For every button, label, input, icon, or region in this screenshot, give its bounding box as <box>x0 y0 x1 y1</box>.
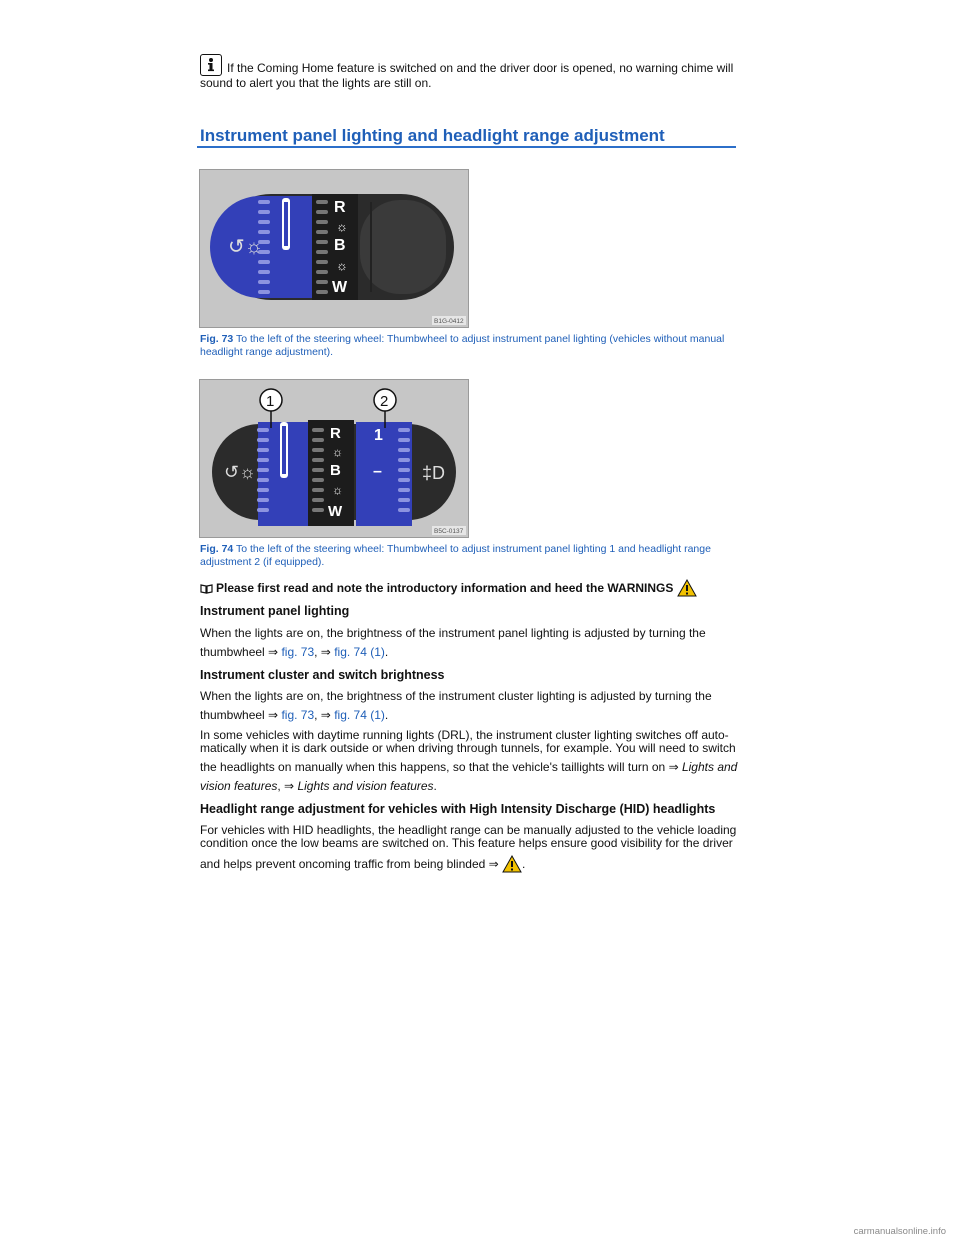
svg-text:☼: ☼ <box>336 258 348 273</box>
svg-text:‡D: ‡D <box>422 463 446 483</box>
paragraph-line: When the lights are on, the brightness of the instrument cluster lighting is adjusted by turning the <box>200 689 712 703</box>
figure-label: Fig. 74 <box>200 543 234 555</box>
text-fragment: and helps prevent oncoming traffic from being blinded ⇒ <box>200 857 499 871</box>
svg-text:☼: ☼ <box>332 483 343 497</box>
text-fragment: , ⇒ <box>314 708 331 722</box>
link-fig-74-1[interactable]: fig. 74 (1) <box>334 708 385 722</box>
legend-letter-w: W <box>332 279 348 296</box>
text-fragment: . <box>433 779 437 793</box>
info-note <box>200 54 740 91</box>
legend-letter-r: R <box>330 425 341 442</box>
reference-lights-vision-cont[interactable]: vision features <box>200 779 278 793</box>
title-divider <box>197 146 736 148</box>
range-mark-1: 1 <box>374 427 383 444</box>
svg-text:↺☼: ↺☼ <box>228 236 264 258</box>
link-fig-73[interactable]: fig. 73 <box>281 708 315 722</box>
svg-text:☼: ☼ <box>336 219 348 234</box>
info-icon <box>200 54 222 76</box>
note-text: If the Coming Home feature is switched on and the driver door is opened, no warning chime will sound to alert you that the lights are still on. <box>200 61 734 90</box>
paragraph-line: When the lights are on, the brightness of the instrument panel lighting is adjusted by turning the <box>200 626 706 640</box>
paragraph-line: In some vehicles with daytime running lights (DRL), the instrument cluster lighting switches off auto- <box>200 728 729 742</box>
text-fragment: the headlights on manually when this happens, so that the vehicle's taillights will turn on ⇒ <box>200 760 679 774</box>
figure-code: B1G-0412 <box>434 318 464 325</box>
figure-74-caption <box>200 543 740 569</box>
legend-letter-w: W <box>328 503 343 520</box>
figure-label: Fig. 73 <box>200 333 234 345</box>
link-fig-73[interactable]: fig. 73 <box>281 645 315 659</box>
text-fragment: . <box>384 708 389 722</box>
section-title: Instrument panel lighting and headlight range adjustment <box>200 126 665 145</box>
text-fragment: thumbwheel ⇒ <box>200 708 279 722</box>
legend-letter-b: B <box>330 462 341 479</box>
figure-73-image <box>199 169 469 328</box>
paragraph-line: For vehicles with HID headlights, the headlight range can be manually adjusted to the vehicle loading <box>200 823 737 837</box>
figure-code: B5C-0137 <box>434 528 464 535</box>
paragraph-line <box>200 760 740 775</box>
text-fragment: , ⇒ <box>277 779 295 793</box>
legend-letter-b: B <box>334 237 346 254</box>
paragraph-line: condition once the low beams are switched on. This feature helps ensure good visibility for the driver <box>200 836 733 850</box>
footer-watermark: carmanualsonline.info <box>853 1226 946 1237</box>
intro-line <box>200 579 697 597</box>
text-fragment: . <box>384 645 389 659</box>
figure-74-image <box>199 379 469 538</box>
text-fragment: . <box>522 857 526 871</box>
paragraph-line <box>200 855 740 873</box>
callout-2: 2 <box>380 393 389 410</box>
intro-text: Please first read and note the introductory information and heed the WARNINGS <box>216 581 674 595</box>
figure-73-caption <box>200 333 740 359</box>
reference-lights-vision[interactable]: Lights and <box>681 760 738 774</box>
subheading-instrument-panel-lighting: Instrument panel lighting <box>200 604 350 618</box>
caption-text: To the left of the steering wheel: Thumbwheel to adjust instrument panel lighting (vehicles without manual headlight range adjustment). <box>200 333 725 358</box>
paragraph-line <box>200 779 740 794</box>
legend-letter-r: R <box>334 199 346 216</box>
callout-1: 1 <box>266 393 275 410</box>
reference-lights-vision-2[interactable]: Lights and vision features <box>297 779 434 793</box>
text-fragment: , ⇒ <box>314 645 331 659</box>
text-fragment: thumbwheel ⇒ <box>200 645 279 659</box>
svg-text:☼: ☼ <box>332 445 343 459</box>
warning-icon[interactable] <box>677 579 697 597</box>
paragraph-line <box>200 708 740 723</box>
svg-text:↺☼: ↺☼ <box>224 462 256 482</box>
range-mark-dash: – <box>373 463 382 480</box>
paragraph-line: matically when it is dark outside or when driving through tunnels, for example. You will need to switch <box>200 741 736 755</box>
link-fig-74-1[interactable]: fig. 74 (1) <box>334 645 385 659</box>
warning-icon[interactable] <box>502 855 522 873</box>
book-icon <box>200 584 213 594</box>
subheading-cluster-brightness: Instrument cluster and switch brightness <box>200 668 445 682</box>
subheading-hid-headlights: Headlight range adjustment for vehicles with High Intensity Discharge (HID) headlights <box>200 802 716 816</box>
paragraph-line <box>200 645 740 660</box>
caption-text: To the left of the steering wheel: Thumbwheel to adjust instrument panel lighting 1 and headlight range adjustment 2 (if equipped). <box>200 543 711 568</box>
